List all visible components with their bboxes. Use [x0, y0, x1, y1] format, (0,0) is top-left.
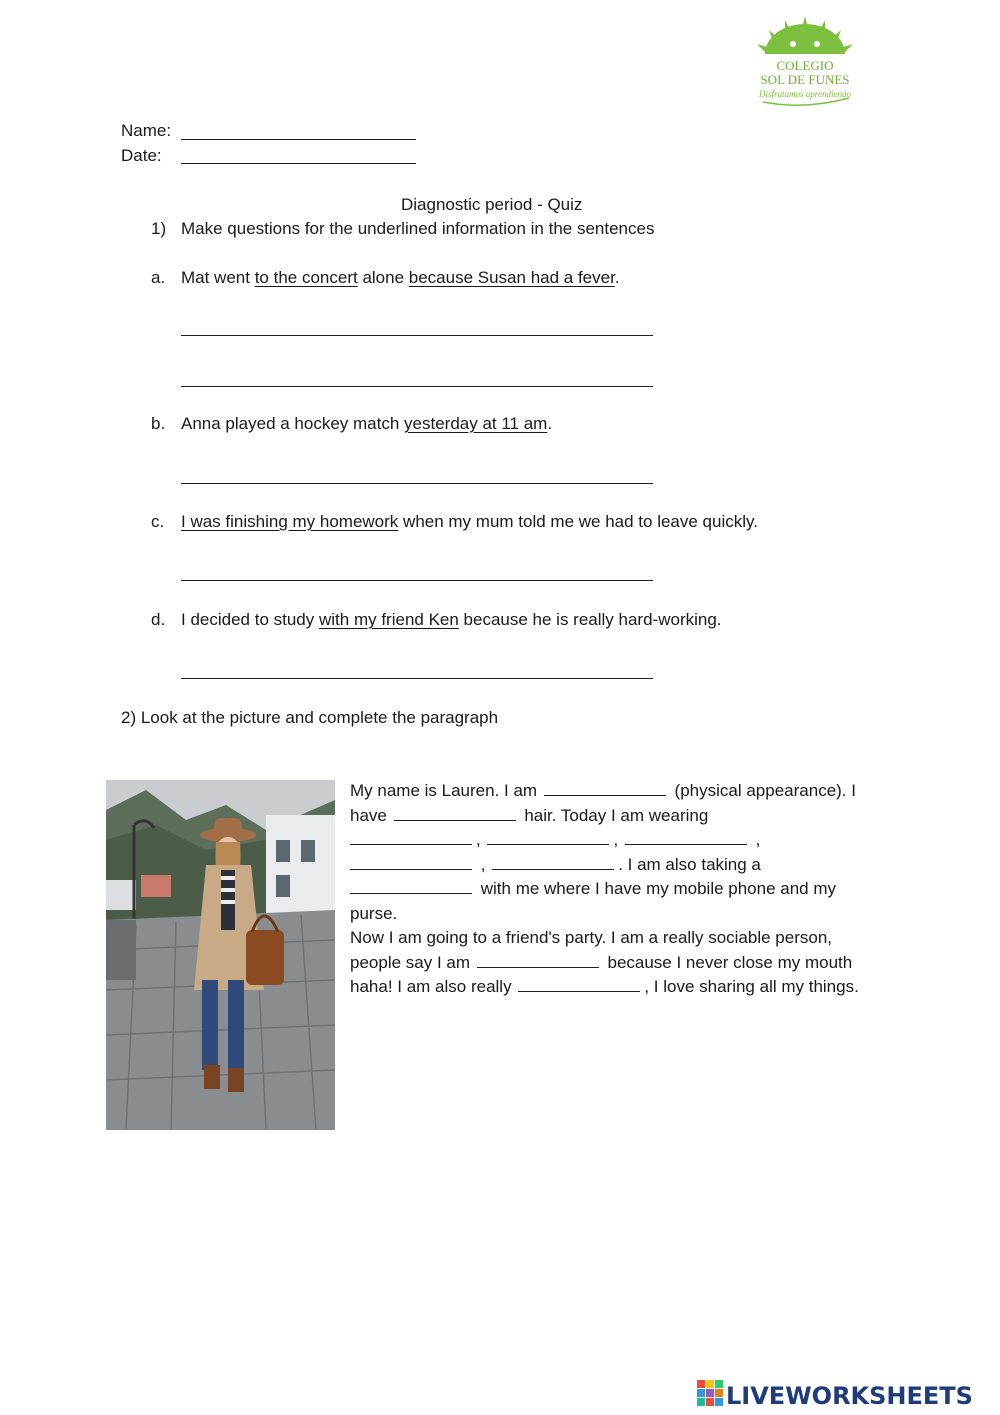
item-d-letter: d.: [151, 610, 166, 629]
liveworksheets-brand-icon: [697, 1376, 997, 1410]
item-d-sentence: I decided to study with my friend Ken because he is really hard-working.: [181, 610, 722, 629]
blank-clothing-2[interactable]: [487, 843, 609, 845]
name-label: Name:: [121, 121, 172, 140]
blank-appearance[interactable]: [544, 794, 666, 796]
woman-walking-image: [106, 780, 335, 1130]
svg-text:COLEGIO: COLEGIO: [776, 58, 834, 73]
item-c-sentence: I was finishing my homework when my mum told me we had to leave quickly.: [181, 512, 758, 531]
answer-line-a1[interactable]: [181, 335, 653, 336]
q2-instruction: 2) Look at the picture and complete the paragraph: [121, 708, 499, 727]
svg-text:LIVEWORKSHEETS: LIVEWORKSHEETS: [726, 1382, 973, 1410]
blank-clothing-4[interactable]: [350, 868, 472, 870]
blank-personality-2[interactable]: [518, 990, 640, 992]
item-b-sentence: Anna played a hockey match yesterday at 11 am.: [181, 414, 553, 433]
item-a-letter: a.: [151, 268, 166, 287]
answer-line-a2[interactable]: [181, 386, 653, 387]
date-label: Date:: [121, 146, 162, 165]
blank-clothing-1[interactable]: [350, 843, 472, 845]
blank-clothing-3[interactable]: [625, 843, 747, 845]
sun-logo-icon: [745, 14, 865, 114]
page-title: Diagnostic period - Quiz: [401, 195, 583, 214]
school-logo: [745, 14, 865, 114]
item-b-letter: b.: [151, 414, 166, 433]
date-field[interactable]: [181, 163, 416, 164]
blank-clothing-5[interactable]: [492, 868, 614, 870]
name-field[interactable]: [181, 139, 416, 140]
svg-text:SOL DE FUNES: SOL DE FUNES: [760, 72, 850, 87]
blank-hair[interactable]: [394, 819, 516, 821]
item-c-letter: c.: [151, 512, 165, 531]
answer-line-b[interactable]: [181, 483, 653, 484]
svg-text:Disfrutamos aprendiendo: Disfrutamos aprendiendo: [759, 89, 851, 99]
blank-accessory[interactable]: [350, 892, 472, 894]
blank-personality-1[interactable]: [477, 966, 599, 968]
answer-line-c[interactable]: [181, 580, 653, 581]
q1-instruction: Make questions for the underlined information in the sentences: [181, 219, 655, 238]
paragraph: My name is Lauren. I am (physical appearance). I have hair. Today I am wearing , , , , . I am also taking a with me where I have my mobile phone and my purse. Now I am going to a friend's party. I am a really sociable person, people say I am because I never close my mouth haha! I am also really , I love sharing all my things.: [350, 781, 859, 996]
item-a-sentence: Mat went to the concert alone because Susan had a fever.: [181, 268, 620, 287]
lauren-photo: [106, 780, 335, 1130]
liveworksheets-logo: [697, 1376, 997, 1410]
answer-line-d[interactable]: [181, 678, 653, 679]
q1-number: 1): [151, 219, 167, 238]
